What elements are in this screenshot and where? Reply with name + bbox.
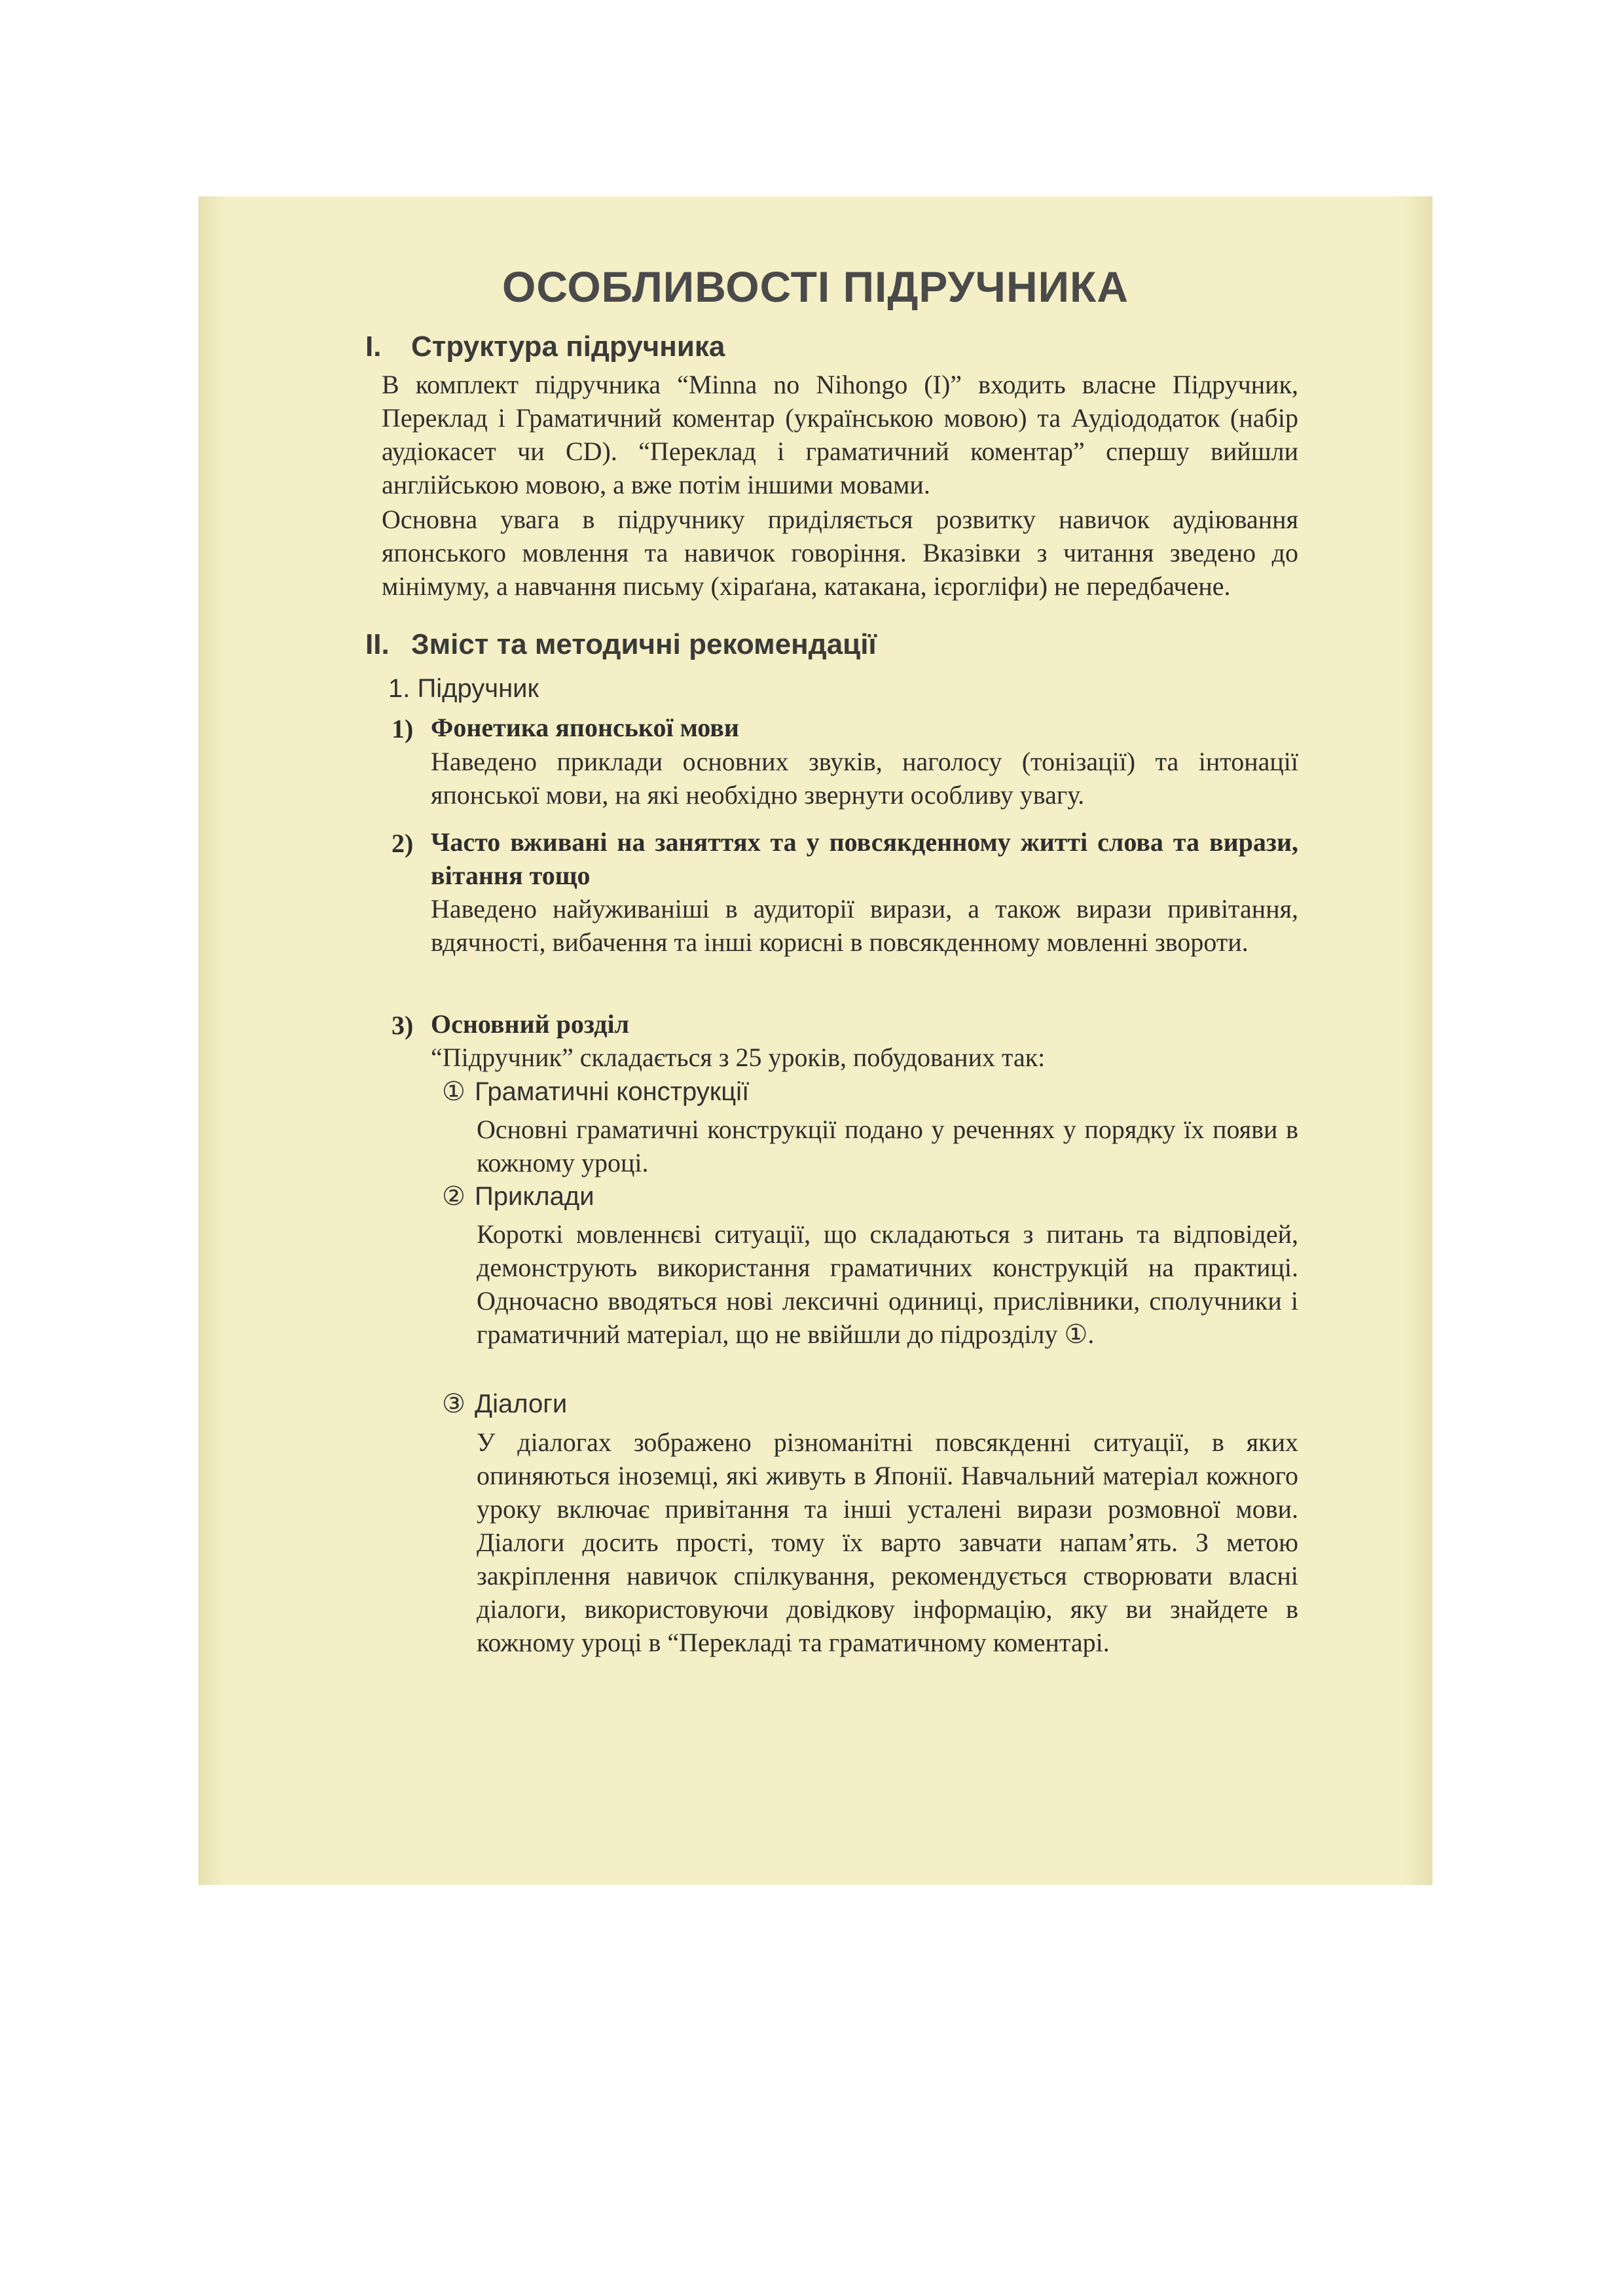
- part-1-title: Граматичні конструкції: [475, 1077, 750, 1106]
- section-2-title: Зміст та методичні рекомендації: [411, 628, 877, 660]
- item-1-number: 1): [392, 714, 414, 744]
- circled-three-icon: ③: [442, 1389, 465, 1419]
- part-1-body: Основні граматичні конструкції подано у реченнях у порядку їх появи в кожному уроці.: [477, 1115, 1298, 1177]
- part-1-heading: [442, 1077, 749, 1107]
- section-1-heading: [365, 331, 725, 363]
- part-3-heading: [442, 1389, 567, 1419]
- item-3-number: 3): [392, 1011, 414, 1040]
- item-3-title: Основний розділ: [431, 1009, 630, 1039]
- section-1-paragraph-2: Основна увага в підручнику приділяється розвитку навичок аудіювання японського мовлення та навичок говоріння. Вказівки з читання зведено до мінімуму, а навчання письму (хіраґана, катакана, ієрогліфи) не передбачене.: [382, 505, 1298, 601]
- section-2-number: II.: [365, 628, 390, 660]
- item-1-body: Наведено приклади основних звуків, наголосу (тонізації) та інтонації японської мови, на які необхідно звернути особливу увагу.: [431, 747, 1298, 810]
- circled-one-icon: ①: [442, 1077, 465, 1107]
- subsection-heading: 1. Підручник: [388, 674, 539, 703]
- part-2-body: Короткі мовленнєві ситуації, що складаються з питань та відповідей, демонструють використання граматичних конструкцій на практиці. Одночасно вводяться нові лексичні одиниці, прислівники, сполучники і граматичний матеріал, що не ввійшли до підрозділу ①.: [477, 1219, 1298, 1349]
- scanned-page: [198, 196, 1432, 1885]
- section-2-heading: [365, 628, 877, 661]
- section-1-paragraph-1: В комплект підручника “Minna no Nihongo (I)” входить власне Підручник, Переклад і Граматичний коментар (українською мовою) та Аудіододаток (набір аудіокасет чи CD). “Переклад і граматичний коментар” спершу вийшли англійською мовою, а вже потім іншими мовами.: [382, 370, 1298, 499]
- part-3-title: Діалоги: [475, 1390, 568, 1418]
- item-2-title: Часто вживані на заняттях та у повсякденному житті слова та вирази, вітання тощо: [431, 827, 1298, 890]
- section-1-number: I.: [365, 331, 382, 363]
- item-3-body: “Підручник” складається з 25 уроків, побудованих так:: [431, 1043, 1046, 1072]
- part-2-title: Приклади: [475, 1182, 594, 1211]
- circled-two-icon: ②: [442, 1181, 465, 1211]
- part-3-body: У діалогах зображено різноманітні повсякденні ситуації, в яких опиняються іноземці, які живуть в Японії. Навчальний матеріал кожного уроку включає привітання та інші усталені вирази розмовної мови. Діалоги досить прості, тому їх варто завчати напам’ять. З метою закріплення навичок спілкування, рекомендується створювати власні діалоги, використовуючи довідкову інформацію, яку ви знайдете в кожному уроці в “Перекладі та граматичному коментарі.: [477, 1427, 1298, 1657]
- part-2-heading: [442, 1181, 594, 1211]
- page-title: ОСОБЛИВОСТІ ПІДРУЧНИКА: [501, 262, 1129, 311]
- item-1-title: Фонетика японської мови: [431, 713, 739, 742]
- item-2-number: 2): [392, 829, 414, 858]
- item-2-body: Наведено найуживаніші в аудиторії вирази, а також вирази привітання, вдячності, вибачення та інші корисні в повсякденному мовленні звороти.: [431, 894, 1298, 957]
- section-1-title: Структура підручника: [411, 331, 725, 363]
